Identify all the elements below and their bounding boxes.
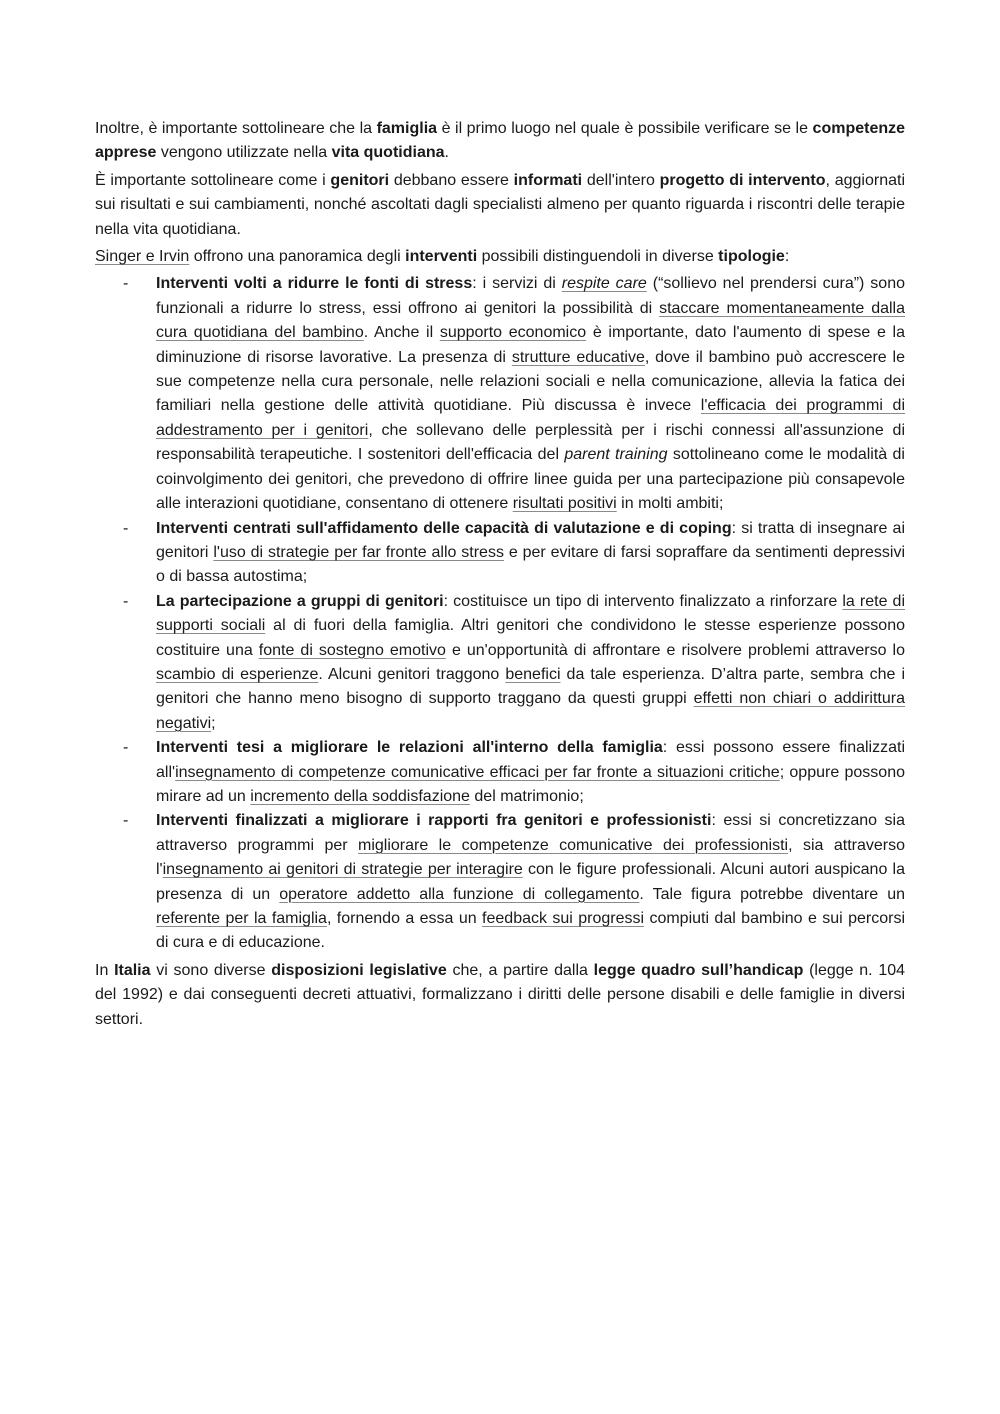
list-item-title: Interventi finalizzati a migliorare i rapporti fra genitori e professionisti <box>156 812 712 830</box>
underlined-term: l'efficacia dei programmi di addestramento per i genitori <box>156 397 905 439</box>
list-item-parents-professionals <box>123 809 906 955</box>
text: e per evitare di farsi sopraffare da sentimenti depressivi o di bassa autostima; <box>156 543 906 586</box>
underlined-term: risultati positivi <box>512 495 617 513</box>
text: offrono una panoramica degli <box>189 248 406 266</box>
underlined-term: insegnamento ai genitori di strategie per interagire <box>162 861 523 879</box>
text: vengono utilizzate nella <box>156 144 332 162</box>
text: con le figure professionali. Alcuni autori auspicano la presenza di un <box>156 861 905 903</box>
intervention-types-list <box>95 272 905 955</box>
list-item-title: Interventi centrati sull'affidamento delle capacità di valutazione e di coping <box>156 519 732 537</box>
bold-term: genitori <box>330 171 390 189</box>
text: è importante, dato l'aumento di spese e la diminuzione di risorse lavorative. La presenza di <box>156 324 906 366</box>
bold-term: informati <box>513 171 583 189</box>
bold-term: vita quotidiana <box>331 144 445 162</box>
text: : essi si concretizzano sia attraverso programmi per <box>156 812 905 854</box>
bold-term: famiglia <box>376 120 438 137</box>
text: . Alcuni genitori traggono <box>318 665 506 683</box>
italic-term: parent training <box>564 446 668 464</box>
list-item-title: La partecipazione a gruppi di genitori <box>156 592 444 610</box>
text: al di fuori della famiglia. Altri genitori che condividono le stesse esperienze possono costituire una <box>156 617 906 659</box>
text: . Anche il <box>363 324 440 342</box>
paragraph-italy-legislation <box>95 959 905 1032</box>
list-item-title: Interventi volti a ridurre le fonti di stress <box>156 275 473 293</box>
bold-term: Italia <box>114 961 151 979</box>
text: ; oppure possono mirare ad un <box>156 763 905 805</box>
list-dash: - <box>123 592 129 610</box>
text: : essi possono essere finalizzati all' <box>156 739 905 781</box>
text: . Tale figura potrebbe diventare un <box>639 885 905 903</box>
text: che, a partire dalla <box>446 961 594 979</box>
list-item-stress-reduction <box>123 272 906 516</box>
text: compiuti dal bambino e sui percorsi di cura e di educazione. <box>156 910 905 952</box>
text: (legge n. 104 del 1992) e dai conseguenti decreti attuativi, formalizzano i diritti delle persone disabili e delle famiglie in diversi settori. <box>95 961 906 1028</box>
text: dell'intero <box>582 171 660 189</box>
underlined-term: la rete di supporti sociali <box>156 592 905 635</box>
text: : si tratta di insegnare ai genitori <box>156 519 905 561</box>
underlined-term: incremento della soddisfazione <box>250 787 470 805</box>
bold-term: legge quadro sull’handicap <box>593 961 804 979</box>
list-item-family-relations <box>123 736 905 809</box>
list-dash: - <box>123 812 129 830</box>
underlined-term: insegnamento di competenze comunicative efficaci per far fronte a situazioni critiche <box>175 763 780 781</box>
underlined-term: Singer e Irvin <box>95 248 190 266</box>
paragraph-parents-informed <box>95 169 905 242</box>
text: in molti ambiti; <box>616 495 724 513</box>
bold-term: interventi <box>405 248 478 266</box>
text: , che sollevano delle perplessità per i rischi connessi all'assunzione di responsabilità terapeutiche. I sostenitori dell'efficacia del <box>156 421 905 464</box>
underlined-term: scambio di esperienze <box>156 665 319 683</box>
text: , aggiornati sui risultati e sui cambiamenti, nonché ascoltati dagli specialisti almeno per quanto riguarda i riscontri delle terapie nella vita quotidiana. <box>95 171 905 238</box>
list-item-coping <box>123 517 906 590</box>
underlined-term: l'uso di strategie per far fronte allo stress <box>213 543 504 561</box>
list-item-title: Interventi tesi a migliorare le relazioni all'interno della famiglia <box>156 739 663 757</box>
text: , fornendo a essa un <box>326 910 483 927</box>
text: È importante sottolineare come i <box>95 171 331 189</box>
text: debbano essere <box>389 171 514 189</box>
underlined-term: effetti non chiari o addirittura negativi <box>156 690 905 732</box>
list-dash: - <box>123 519 129 537</box>
text: possibili distinguendoli in diverse <box>477 248 719 266</box>
text: . <box>444 144 449 162</box>
text: è il primo luogo nel quale è possibile verificare se le <box>437 120 813 137</box>
text: sottolineano come le modalità di coinvolgimento dei genitori, che prevedono di offrire linee guida per una partecipazione più consapevole alle interazioni quotidiane, consentano di ottenere <box>156 446 905 513</box>
text: : <box>784 248 790 266</box>
list-dash: - <box>123 275 129 293</box>
text: , dove il bambino può accrescere le sue competenze nella cura personale, nelle relazioni sociali e nella comunicazione, allevia la fatica dei familiari nella gestione delle attività quotidiane. Più discussa è invece <box>156 348 906 415</box>
text: da tale esperienza. D’altra parte, sembra che i genitori che hanno meno bisogno di supporto traggano da questi gruppi <box>156 665 905 708</box>
text: : costituisce un tipo di intervento finalizzato a rinforzare <box>443 592 843 610</box>
bold-term: competenze apprese <box>95 120 906 162</box>
paragraph-family-competences <box>95 117 905 166</box>
text: : i servizi di <box>472 275 562 293</box>
underlined-term: feedback sui progressi <box>482 910 645 927</box>
underlined-term: benefici <box>505 665 561 683</box>
bold-term: disposizioni legislative <box>271 961 447 979</box>
paragraph-singer-irvin <box>95 245 905 269</box>
text: In <box>95 961 115 979</box>
italic-term: respite care <box>561 275 647 293</box>
underlined-term: staccare momentaneamente dalla cura quotidiana del bambino <box>156 299 905 342</box>
underlined-term: strutture educative <box>511 348 645 366</box>
document-page <box>95 117 905 1035</box>
underlined-term: referente per la famiglia <box>156 910 327 927</box>
text: (“sollievo nel prendersi cura”) sono funzionali a ridurre lo stress, essi offrono ai genitori la possibilità di <box>156 275 905 317</box>
underlined-term: fonte di sostegno emotivo <box>258 641 446 659</box>
underlined-term: migliorare le competenze comunicative dei professionisti <box>358 836 789 854</box>
text: del matrimonio; <box>469 787 584 805</box>
underlined-term: supporto economico <box>439 324 587 342</box>
list-item-parent-groups <box>123 590 906 736</box>
bold-term: tipologie <box>718 248 785 266</box>
underlined-term: operatore addetto alla funzione di collegamento <box>279 885 640 903</box>
bold-term: progetto di intervento <box>659 171 826 189</box>
text: , sia attraverso l' <box>156 836 906 879</box>
text: vi sono diverse <box>150 961 272 979</box>
list-dash: - <box>123 739 129 757</box>
text: ; <box>211 714 216 732</box>
text: Inoltre, è importante sottolineare che la <box>95 120 377 137</box>
text: e un'opportunità di affrontare e risolvere problemi attraverso lo <box>445 641 906 659</box>
